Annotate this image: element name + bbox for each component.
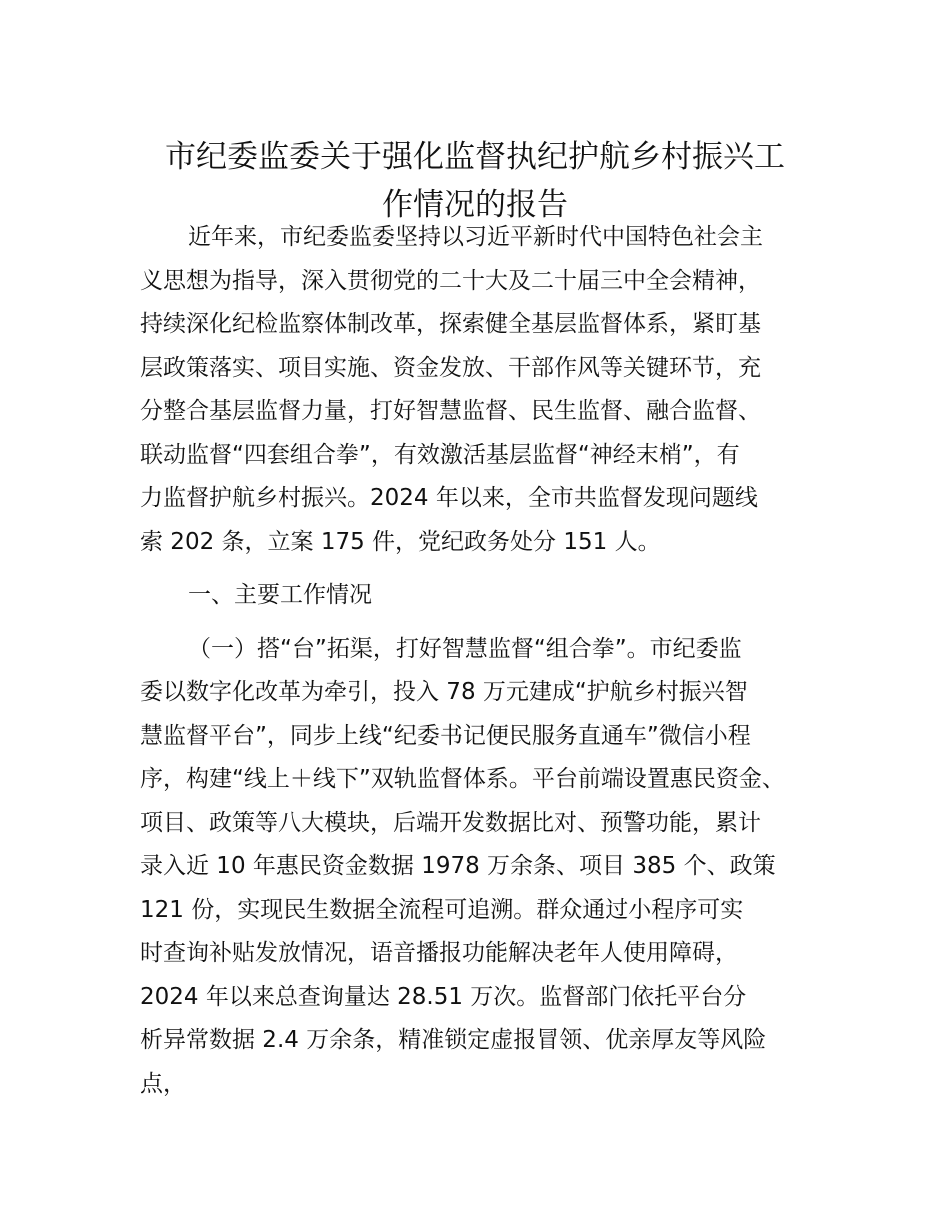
text-line: 委以数字化改革为牵引，投入 78 万元建成“护航乡村振兴智 [140, 679, 748, 705]
paragraph-intro [140, 216, 830, 564]
text-line: 项目、政策等八大模块，后端开发数据比对、预警功能，累计 [140, 809, 761, 836]
text-line: 点， [140, 1070, 186, 1097]
text-line: （一）搭“台”拓渠，打好智慧监督“组合拳”。市纪委监 [188, 635, 742, 662]
document-body [140, 216, 830, 1106]
text-line: 析异常数据 2.4 万余条，精准锁定虚报冒领、优亲厚友等风险 [140, 1027, 767, 1053]
section-heading: 一、主要工作情况 [188, 582, 372, 608]
title-line-1: 市纪委监委关于强化监督执纪护航乡村振兴工 [165, 138, 785, 175]
text-line: 持续深化纪检监察体制改革，探索健全基层监督体系，紧盯基 [140, 311, 761, 337]
text-line: 2024 年以来总查询量达 28.51 万次。监督部门依托平台分 [140, 983, 747, 1010]
text-line: 层政策落实、项目实施、资金发放、干部作风等关键环节，充 [140, 354, 761, 381]
text-line: 分整合基层监督力量，打好智慧监督、民生监督、融合监督、 [140, 398, 761, 424]
paragraph-smart-supervision [140, 628, 830, 1107]
text-line: 序，构建“线上＋线下”双轨监督体系。平台前端设置惠民资金、 [140, 766, 785, 792]
document-title [140, 133, 810, 229]
text-line: 近年来，市纪委监委坚持以习近平新时代中国特色社会主 [188, 224, 763, 250]
text-line: 121 份，实现民生数据全流程可追溯。群众通过小程序可实 [140, 896, 744, 923]
text-line: 时查询补贴发放情况，语音播报功能解决老年人使用障碍， [140, 940, 738, 966]
text-line: 力监督护航乡村振兴。2024 年以来，全市共监督发现问题线 [140, 485, 758, 511]
text-line: 索 202 条，立案 175 件，党纪政务处分 151 人。 [140, 528, 661, 555]
text-line: 联动监督“四套组合拳”，有效激活基层监督“神经末梢”，有 [140, 441, 740, 468]
text-line: 义思想为指导，深入贯彻党的二十大及二十届三中全会精神， [140, 267, 761, 294]
title-line-2: 作情况的报告 [382, 186, 568, 223]
text-line: 慧监督平台”，同步上线“纪委书记便民服务直通车”微信小程 [140, 722, 751, 749]
text-line: 录入近 10 年惠民资金数据 1978 万余条、项目 385 个、政策 [140, 853, 776, 879]
